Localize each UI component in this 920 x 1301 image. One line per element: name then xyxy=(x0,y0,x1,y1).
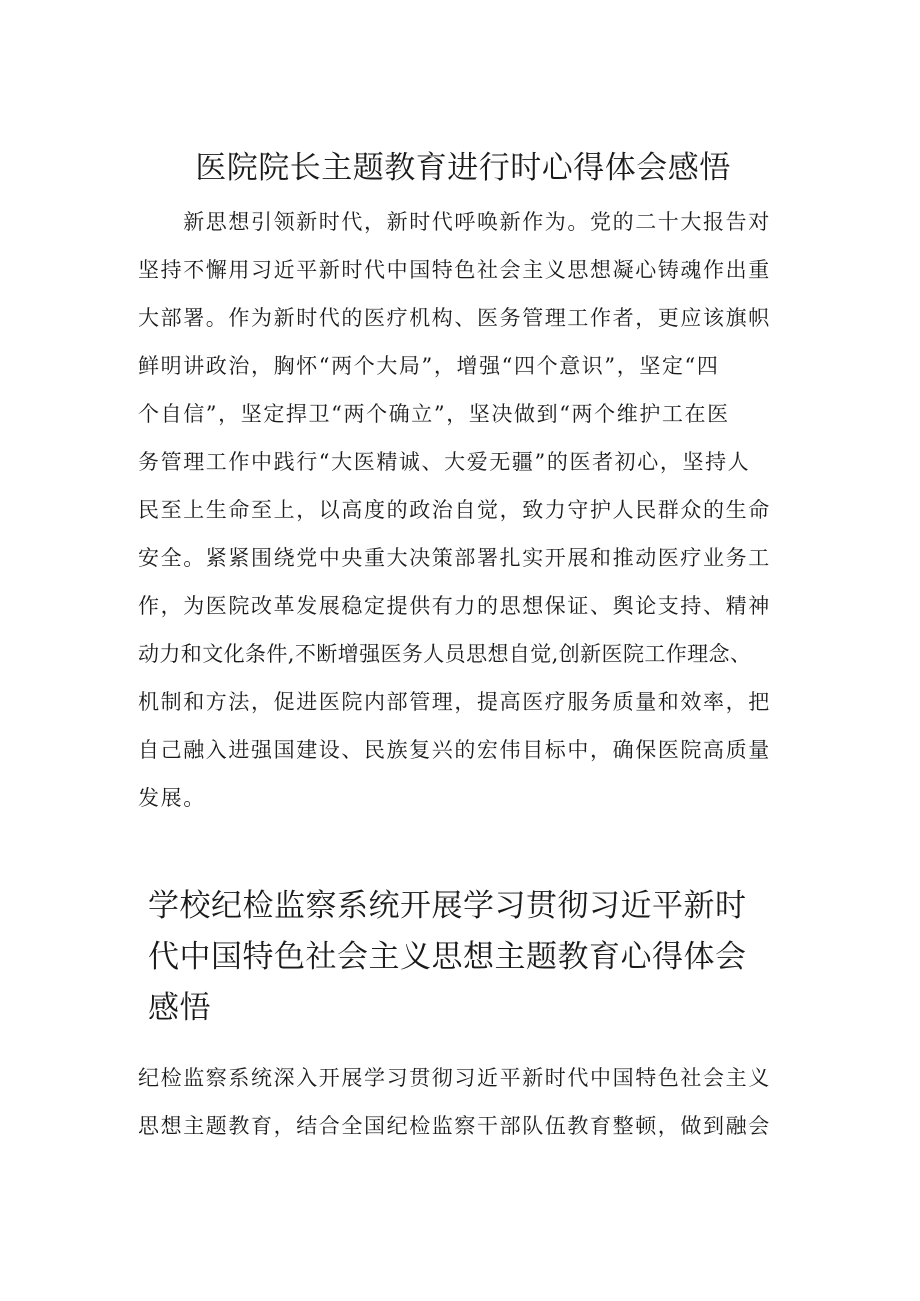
paragraph-line: 自己融入进强国建设、民族复兴的宏伟目标中，确保医院高质量 xyxy=(138,738,771,762)
section-title-line: 学校纪检监察系统开展学习贯彻习近平新时 xyxy=(148,888,747,924)
paragraph-line: 新思想引领新时代，新时代呼唤新作为。党的二十大报告对 xyxy=(138,210,771,234)
article-body-paragraph xyxy=(138,198,788,822)
paragraph-line: 纪检监察系统深入开展学习贯彻习近平新时代中国特色社会主义 xyxy=(138,1066,771,1090)
paragraph-line: 作，为医院改革发展稳定提供有力的思想保证、舆论支持、精神 xyxy=(138,594,771,618)
paragraph-line: 发展。 xyxy=(138,786,206,810)
paragraph-line: 机制和方法，促进医院内部管理，提高医疗服务质量和效率，把 xyxy=(138,690,771,714)
section-title-line: 感悟 xyxy=(148,990,211,1026)
paragraph-line: 坚持不懈用习近平新时代中国特色社会主义思想凝心铸魂作出重 xyxy=(138,258,771,282)
paragraph-line: 思想主题教育，结合全国纪检监察干部队伍教育整顿，做到融会 xyxy=(138,1114,771,1138)
paragraph-line: 鲜明讲政治，胸怀“两个大局”，增强“四个意识”，坚定“四 xyxy=(138,354,720,378)
paragraph-line: 大部署。作为新时代的医疗机构、医务管理工作者，更应该旗帜 xyxy=(138,306,771,330)
section-body-paragraph xyxy=(138,1054,788,1150)
section-title-line: 代中国特色社会主义思想主题教育心得体会 xyxy=(148,939,747,975)
paragraph-line: 动力和文化条件,不断增强医务人员思想自觉,创新医院工作理念、 xyxy=(138,642,752,666)
section-title xyxy=(148,881,788,1034)
article-title: 医院院长主题教育进行时心得体会感悟 xyxy=(195,150,731,186)
paragraph-line: 安全。紧紧围绕党中央重大决策部署扎实开展和推动医疗业务工 xyxy=(138,546,771,570)
paragraph-line: 务管理工作中践行“大医精诚、大爱无疆”的医者初心，坚持人 xyxy=(138,450,751,474)
paragraph-line: 民至上生命至上，以高度的政治自觉，致力守护人民群众的生命 xyxy=(138,498,771,522)
paragraph-line: 个自信”，坚定捍卫“两个确立”，坚决做到“两个维护工在医 xyxy=(138,402,730,426)
